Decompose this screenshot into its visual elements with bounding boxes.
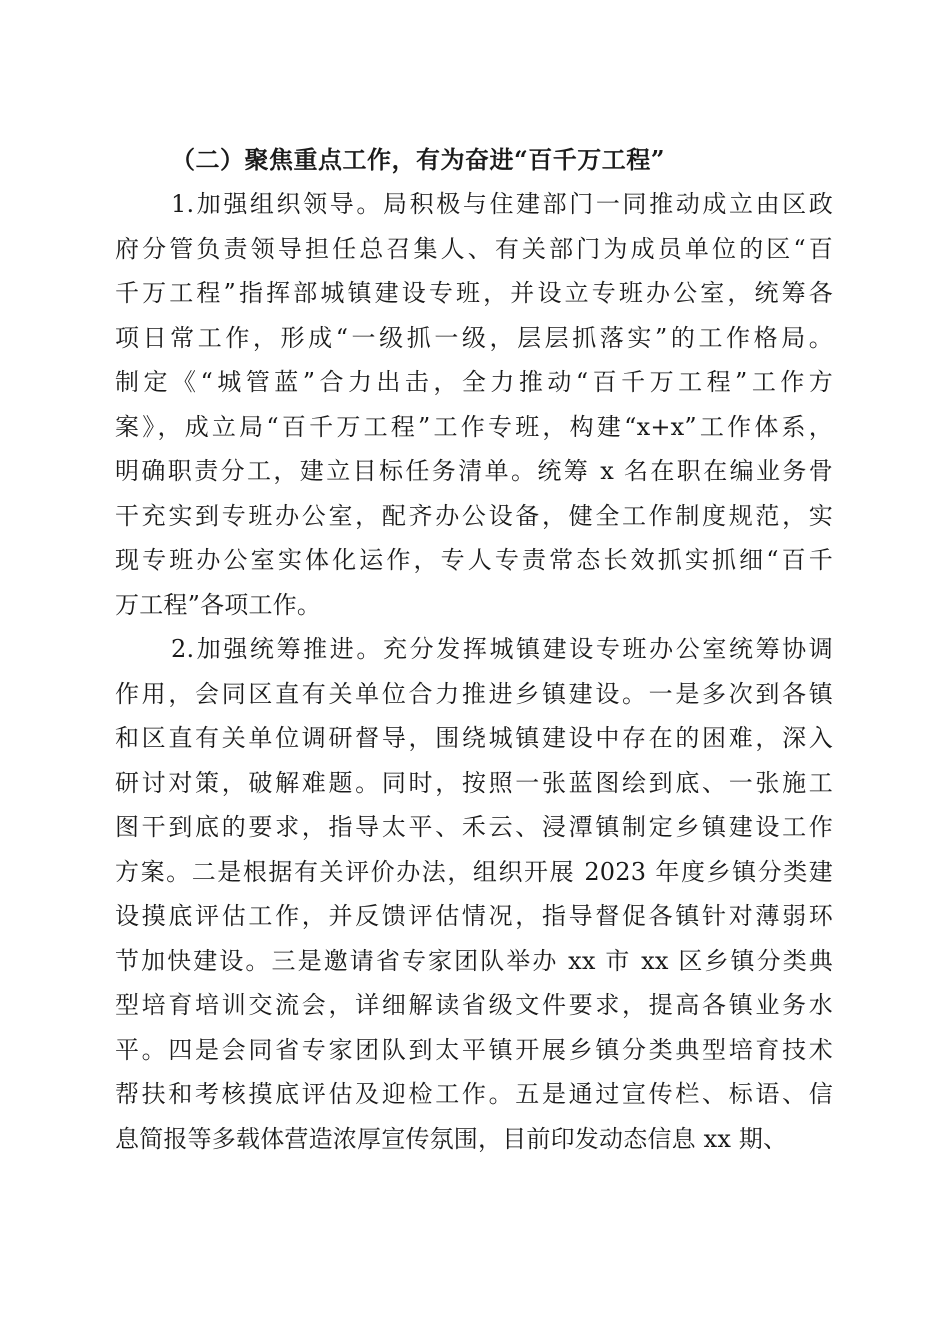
paragraph-line: 型培育培训交流会，详细解读省级文件要求，提高各镇业务水 [115, 991, 833, 1019]
paragraph-coordination-promotion [115, 627, 833, 1161]
paragraph-line: 项日常工作，形成“一级抓一级，层层抓落实”的工作格局。 [115, 323, 833, 352]
document-body [115, 138, 833, 1161]
paragraph-line: 作用，会同区直有关单位合力推进乡镇建设。一是多次到各镇 [115, 679, 833, 708]
paragraph-line: 图干到底的要求，指导太平、禾云、浸潭镇制定乡镇建设工作 [115, 813, 833, 841]
paragraph-line: 息简报等多载体营造浓厚宣传氛围，目前印发动态信息 xx 期、 [115, 1124, 788, 1153]
paragraph-line: 万工程”各项工作。 [115, 590, 322, 619]
paragraph-line: 1.加强组织领导。局积极与住建部门一同推动成立由区政 [171, 190, 833, 218]
paragraph-line: 设摸底评估工作，并反馈评估情况，指导督促各镇针对薄弱环 [115, 902, 833, 930]
paragraph-line: 千万工程”指挥部城镇建设专班，并设立专班办公室，统筹各 [115, 279, 833, 307]
paragraph-line: 制定《“城管蓝”合力出击，全力推动“百千万工程”工作方 [115, 368, 833, 396]
paragraph-line: 研讨对策，破解难题。同时，按照一张蓝图绘到底、一张施工 [115, 768, 833, 797]
paragraph-line: 明确职责分工，建立目标任务清单。统筹 x 名在职在编业务骨 [115, 457, 833, 485]
paragraph-line: 干充实到专班办公室，配齐办公设备，健全工作制度规范，实 [115, 501, 833, 530]
paragraph-line: 案》，成立局“百千万工程”工作专班，构建“x+x”工作体系， [115, 412, 833, 441]
paragraph-line: 方案。二是根据有关评价办法，组织开展 2023 年度乡镇分类建 [115, 857, 833, 886]
section-heading: （二）聚焦重点工作，有为奋进“百千万工程” [171, 145, 666, 174]
paragraph-line: 帮扶和考核摸底评估及迎检工作。五是通过宣传栏、标语、信 [115, 1080, 833, 1108]
paragraph-line: 2.加强统筹推进。充分发挥城镇建设专班办公室统筹协调 [171, 635, 833, 663]
paragraph-organization-leadership [115, 182, 833, 627]
paragraph-line: 府分管负责领导担任总召集人、有关部门为成员单位的区“百 [115, 234, 833, 263]
paragraph-line: 和区直有关单位调研督导，围绕城镇建设中存在的困难，深入 [115, 724, 833, 752]
paragraph-line: 平。四是会同省专家团队到太平镇开展乡镇分类典型培育技术 [115, 1035, 833, 1064]
paragraph-line: 现专班办公室实体化运作，专人专责常态长效抓实抓细“百千 [115, 546, 833, 574]
paragraph-line: 节加快建设。三是邀请省专家团队举办 xx 市 xx 区乡镇分类典 [115, 946, 833, 975]
